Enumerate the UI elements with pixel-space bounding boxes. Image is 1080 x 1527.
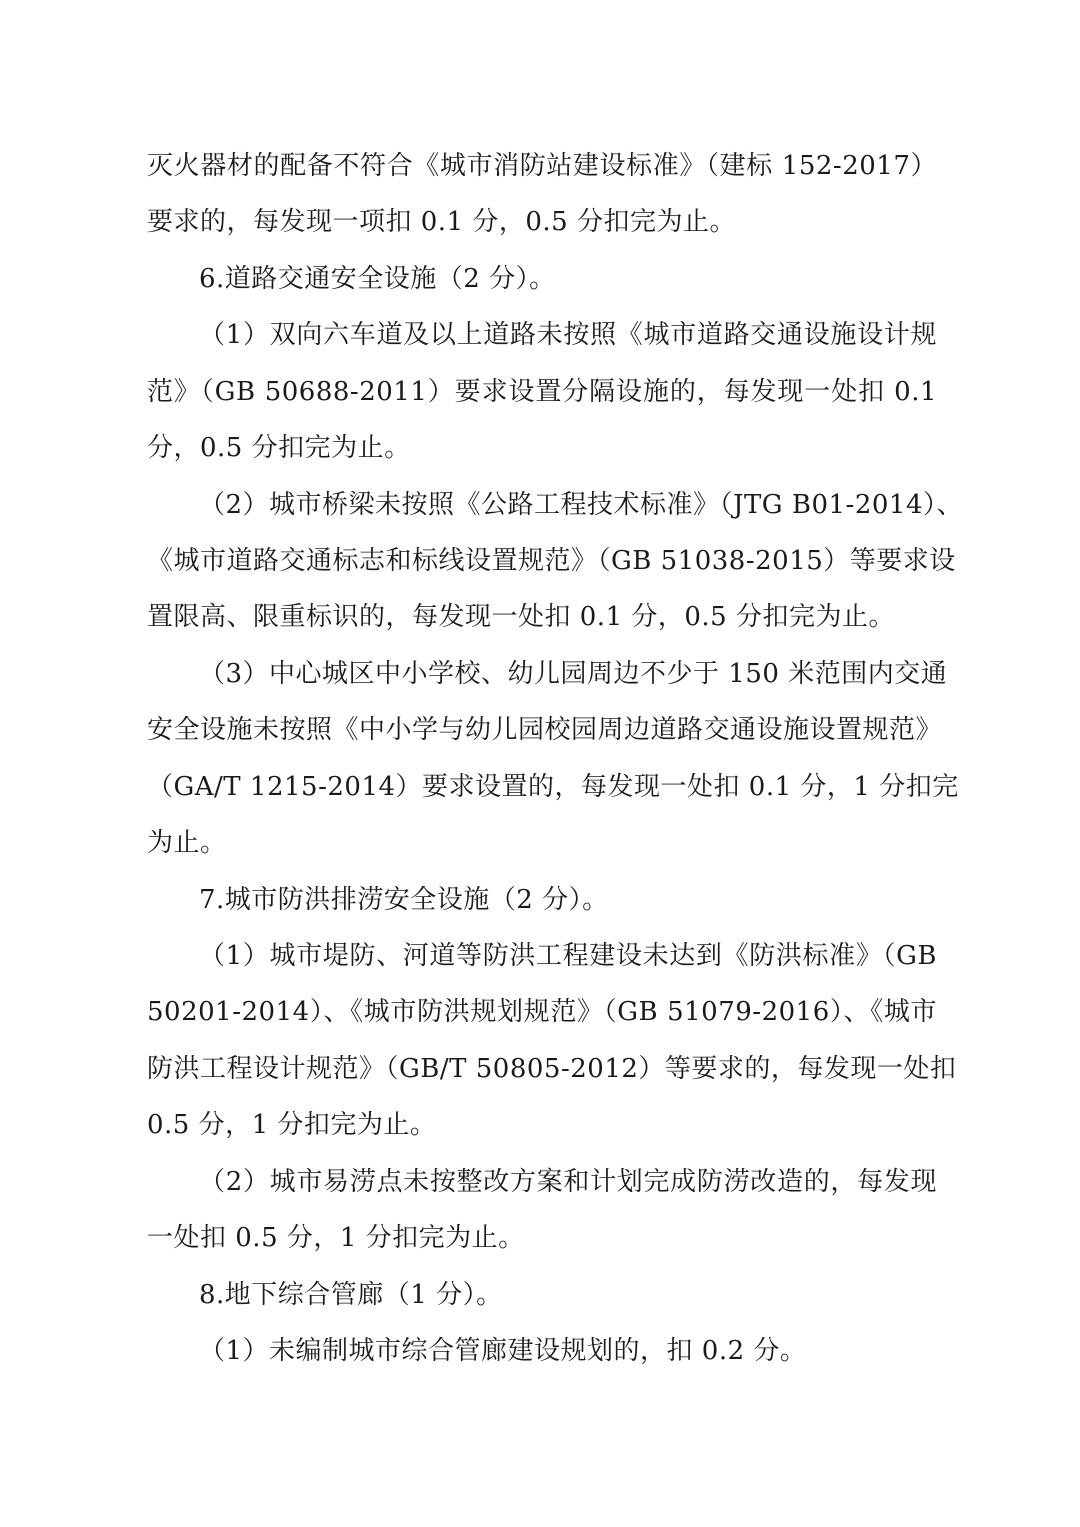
paragraph-line: （2）城市桥梁未按照《公路工程技术标准》（JTG B01-2014）、 <box>199 490 963 520</box>
section-heading: 6.道路交通安全设施（2 分）。 <box>199 264 556 294</box>
paragraph-line: 0.5 分，1 分扣完为止。 <box>147 1110 437 1140</box>
paragraph-line: （1）城市堤防、河道等防洪工程建设未达到《防洪标准》（GB <box>199 941 937 971</box>
paragraph-line: 灭火器材的配备不符合《城市消防站建设标准》（建标 152-2017） <box>147 151 937 181</box>
paragraph-line: 范》（GB 50688-2011）要求设置分隔设施的，每发现一处扣 0.1 <box>147 377 937 407</box>
paragraph-line: （3）中心城区中小学校、幼儿园周边不少于 150 米范围内交通 <box>199 659 948 689</box>
paragraph-line: 要求的，每发现一项扣 0.1 分，0.5 分扣完为止。 <box>147 207 736 237</box>
paragraph-line: （GA/T 1215-2014）要求设置的，每发现一处扣 0.1 分，1 分扣完 <box>147 772 959 802</box>
paragraph-line: （1）未编制城市综合管廊建设规划的，扣 0.2 分。 <box>199 1336 807 1366</box>
paragraph-line: 为止。 <box>147 828 227 858</box>
section-heading: 8.地下综合管廊（1 分）。 <box>199 1280 503 1310</box>
paragraph-line: 50201-2014）、《城市防洪规划规范》（GB 51079-2016）、《城市 <box>147 997 937 1027</box>
paragraph-line: 置限高、限重标识的，每发现一处扣 0.1 分，0.5 分扣完为止。 <box>147 602 895 632</box>
paragraph-line: 一处扣 0.5 分，1 分扣完为止。 <box>147 1223 525 1253</box>
paragraph-line: 防洪工程设计规范》（GB/T 50805-2012）等要求的，每发现一处扣 <box>147 1054 957 1084</box>
paragraph-line: （1）双向六车道及以上道路未按照《城市道路交通设施设计规 <box>199 320 937 350</box>
paragraph-line: （2）城市易涝点未按整改方案和计划完成防涝改造的，每发现 <box>199 1167 937 1197</box>
paragraph-line: 《城市道路交通标志和标线设置规范》（GB 51038-2015）等要求设 <box>147 546 956 576</box>
paragraph-line: 安全设施未按照《中小学与幼儿园校园周边道路交通设施设置规范》 <box>147 715 943 745</box>
section-heading: 7.城市防洪排涝安全设施（2 分）。 <box>199 885 609 915</box>
paragraph-line: 分，0.5 分扣完为止。 <box>147 433 411 463</box>
